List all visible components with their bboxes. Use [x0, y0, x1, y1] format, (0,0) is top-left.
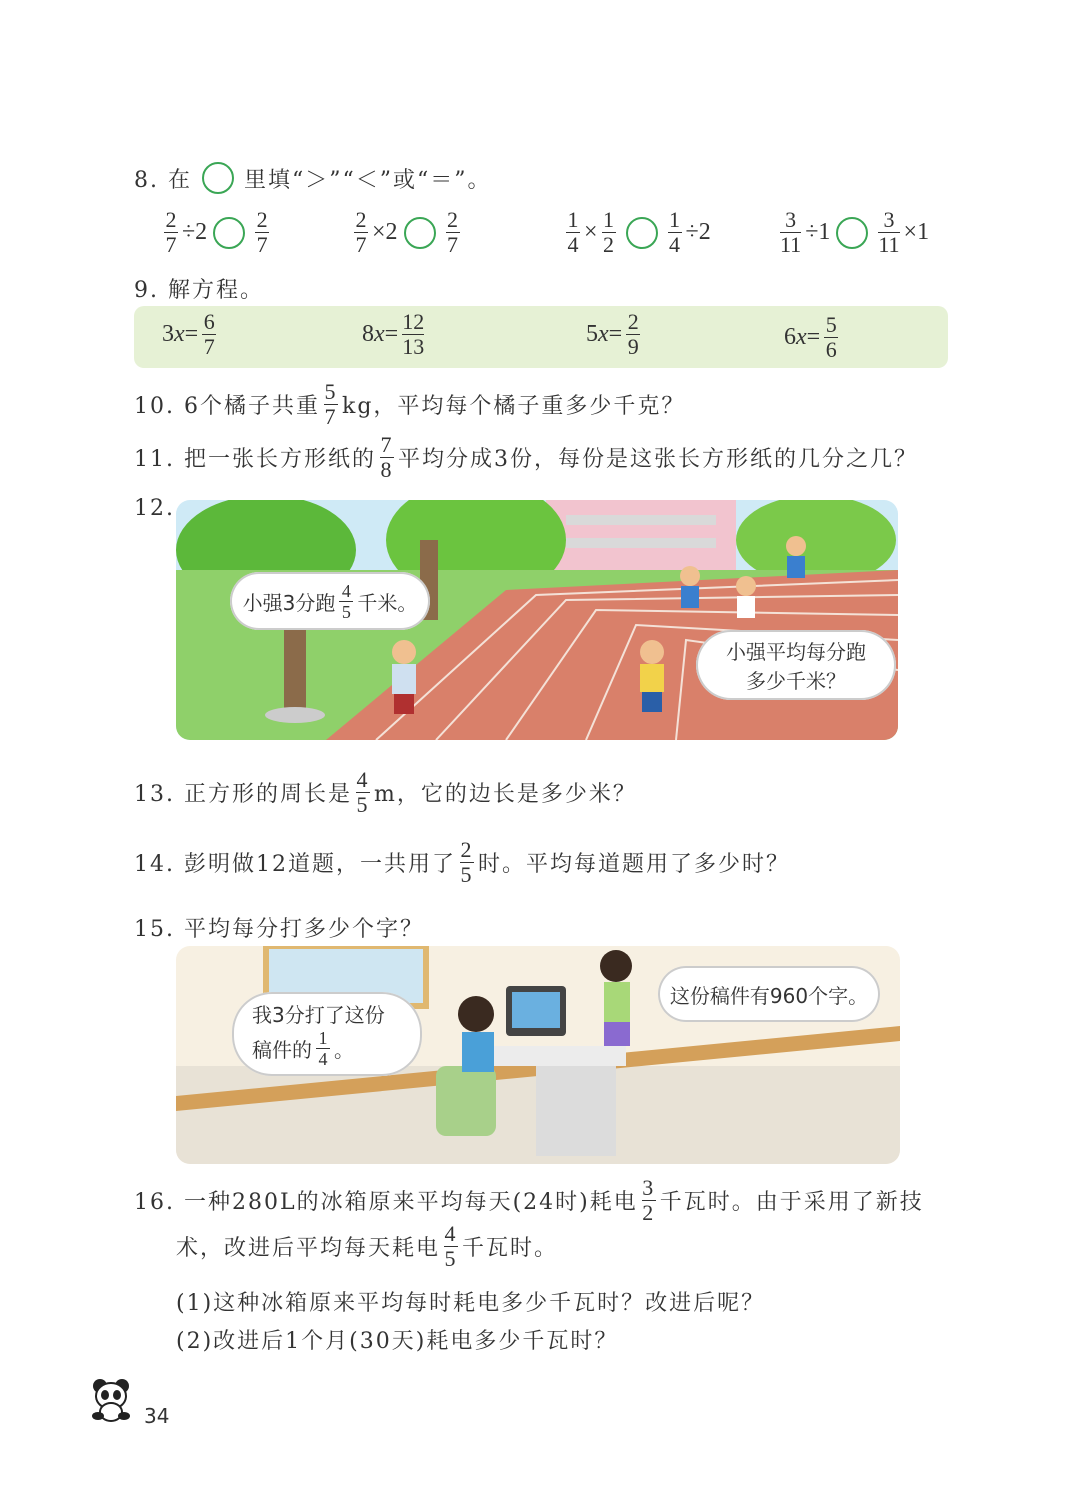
question-9-heading: 9. 解方程。 — [134, 278, 264, 303]
numerator: 3 — [785, 207, 797, 232]
numerator: 2 — [256, 207, 268, 232]
bubble-text-end: 千米。 — [357, 590, 418, 615]
operator: ÷2 — [685, 219, 711, 245]
denominator: 5 — [341, 601, 351, 622]
numerator: 1 — [318, 1028, 328, 1048]
q13-text: 13. 正方形的周长是 — [134, 782, 352, 807]
q16-text-2: 术，改进后平均每天耗电 — [176, 1236, 441, 1261]
denominator: 4 — [567, 232, 579, 257]
fraction — [878, 208, 899, 257]
equation-4 — [784, 313, 842, 362]
q10-text-end: kg，平均每个橘子重多少千克？ — [341, 394, 686, 419]
numerator: 1 — [669, 207, 681, 232]
bubble-text: 稿件的 — [252, 1038, 312, 1062]
fraction — [380, 433, 394, 482]
equation-2 — [362, 310, 428, 359]
question-15-heading: 15. 平均每分打多少个字？ — [134, 917, 424, 942]
denominator: 6 — [825, 337, 837, 362]
equals: = — [184, 321, 199, 347]
q16-text-2-end: 千瓦时。 — [462, 1236, 559, 1261]
equals: = — [608, 321, 623, 347]
answer-circle[interactable] — [626, 217, 658, 249]
fraction — [164, 208, 178, 257]
coefficient: 8 — [362, 321, 374, 347]
denominator: 5 — [460, 862, 474, 887]
q11-text: 11. 把一张长方形纸的 — [134, 447, 376, 472]
running-track-illustration — [176, 500, 898, 740]
denominator: 2 — [642, 1200, 656, 1225]
numerator: 1 — [603, 207, 615, 232]
operator: ÷2 — [182, 219, 208, 245]
office-illustration — [176, 946, 900, 1164]
equation-1 — [162, 310, 220, 359]
numerator: 2 — [447, 207, 459, 232]
page-number: 34 — [144, 1404, 170, 1428]
denominator: 13 — [402, 334, 425, 359]
answer-circle[interactable] — [404, 217, 436, 249]
operator: ÷1 — [805, 219, 831, 245]
coefficient: 6 — [784, 324, 796, 350]
coefficient: 3 — [162, 321, 174, 347]
fraction — [824, 313, 838, 362]
fraction — [202, 310, 216, 359]
speech-bubble-left — [230, 572, 430, 630]
answer-circle[interactable] — [213, 217, 245, 249]
variable: x — [374, 321, 385, 347]
fraction — [255, 208, 269, 257]
speech-bubble-typist — [232, 992, 422, 1076]
numerator: 7 — [380, 432, 394, 457]
variable: x — [598, 321, 609, 347]
question-13 — [134, 768, 637, 817]
operator: ×1 — [903, 219, 930, 245]
fraction — [316, 1028, 330, 1069]
denominator: 5 — [444, 1246, 458, 1271]
fraction — [339, 581, 353, 622]
q8-instruction: 里填“＞”“＜”或“＝”。 — [243, 167, 492, 193]
answer-circle[interactable] — [836, 217, 868, 249]
fraction — [402, 310, 424, 359]
denominator: 11 — [878, 232, 900, 257]
q11-text-end: 平均分成3份，每份是这张长方形纸的几分之几？ — [397, 447, 918, 472]
fraction — [780, 208, 801, 257]
speech-bubble-girl: 这份稿件有960个字。 — [658, 966, 880, 1022]
denominator: 7 — [165, 232, 177, 257]
bubble-line-2: 多少千米？ — [746, 669, 846, 693]
numerator: 5 — [825, 312, 837, 337]
coefficient: 5 — [586, 321, 598, 347]
question-8-heading — [134, 162, 491, 194]
question-11 — [134, 433, 918, 482]
bubble-line-1: 我3分打了这份 — [252, 1003, 385, 1027]
numerator: 2 — [627, 309, 639, 334]
equation-3 — [586, 310, 644, 359]
q8-item-3 — [562, 208, 711, 257]
denominator: 7 — [447, 232, 459, 257]
question-10 — [134, 380, 685, 429]
numerator: 1 — [567, 207, 579, 232]
numerator: 2 — [165, 207, 177, 232]
question-16-line-1 — [134, 1176, 924, 1225]
q13-text-end: m，它的边长是多少米？ — [373, 782, 637, 807]
fraction — [602, 208, 616, 257]
numerator: 4 — [356, 767, 370, 792]
variable: x — [796, 324, 807, 350]
numerator: 3 — [883, 207, 895, 232]
bubble-text: 小强3分跑 — [242, 590, 336, 615]
denominator: 5 — [356, 792, 370, 817]
q16-text-end: 千瓦时。由于采用了新技 — [659, 1190, 924, 1215]
fraction — [626, 310, 640, 359]
numerator: 3 — [642, 1175, 656, 1200]
numerator: 4 — [444, 1221, 458, 1246]
compare-circle — [202, 162, 234, 194]
question-16-line-2 — [176, 1222, 558, 1271]
numerator: 12 — [402, 309, 425, 334]
q8-item-2 — [350, 208, 464, 257]
question-16-sub-2: (2)改进后1个月(30天)耗电多少千瓦时？ — [176, 1329, 619, 1354]
fraction — [460, 838, 474, 887]
fraction — [354, 208, 368, 257]
fraction — [668, 208, 682, 257]
denominator: 4 — [318, 1049, 328, 1069]
q8-label: 8. 在 — [134, 167, 192, 193]
q10-text: 10. 6个橘子共重 — [134, 394, 320, 419]
q14-text-end: 时。平均每道题用了多少时？ — [477, 852, 790, 877]
q14-text: 14. 彭明做12道题，一共用了 — [134, 852, 456, 877]
bubble-line-2 — [252, 1028, 354, 1069]
question-12-label: 12. — [134, 496, 175, 521]
fraction — [642, 1176, 656, 1225]
equals: = — [384, 321, 399, 347]
numerator: 2 — [355, 207, 367, 232]
fraction — [324, 380, 338, 429]
q8-item-1 — [160, 208, 273, 257]
denominator: 11 — [780, 232, 802, 257]
denominator: 4 — [669, 232, 681, 257]
numerator: 4 — [341, 580, 351, 601]
denominator: 7 — [324, 404, 338, 429]
fraction — [446, 208, 460, 257]
bubble-text-end: 。 — [334, 1038, 354, 1062]
operator: × — [584, 219, 598, 245]
bubble-line-1: 小强平均每分跑 — [726, 640, 866, 664]
denominator: 7 — [256, 232, 268, 257]
numerator: 2 — [460, 837, 474, 862]
operator: ×2 — [372, 219, 398, 245]
denominator: 8 — [380, 457, 394, 482]
fraction — [444, 1222, 458, 1271]
denominator: 7 — [203, 334, 215, 359]
denominator: 9 — [627, 334, 639, 359]
panda-icon — [88, 1376, 134, 1422]
speech-bubble-right — [696, 630, 896, 700]
q16-text: 16. 一种280L的冰箱原来平均每天(24时)耗电 — [134, 1190, 638, 1215]
question-16-sub-1: (1)这种冰箱原来平均每时耗电多少千瓦时？改进后呢？ — [176, 1291, 766, 1316]
denominator: 2 — [603, 232, 615, 257]
variable: x — [174, 321, 185, 347]
fraction — [566, 208, 580, 257]
q8-item-4 — [776, 208, 929, 257]
numerator: 6 — [203, 309, 215, 334]
equals: = — [806, 324, 821, 350]
question-14 — [134, 838, 790, 887]
fraction — [356, 768, 370, 817]
denominator: 7 — [355, 232, 367, 257]
numerator: 5 — [324, 379, 338, 404]
